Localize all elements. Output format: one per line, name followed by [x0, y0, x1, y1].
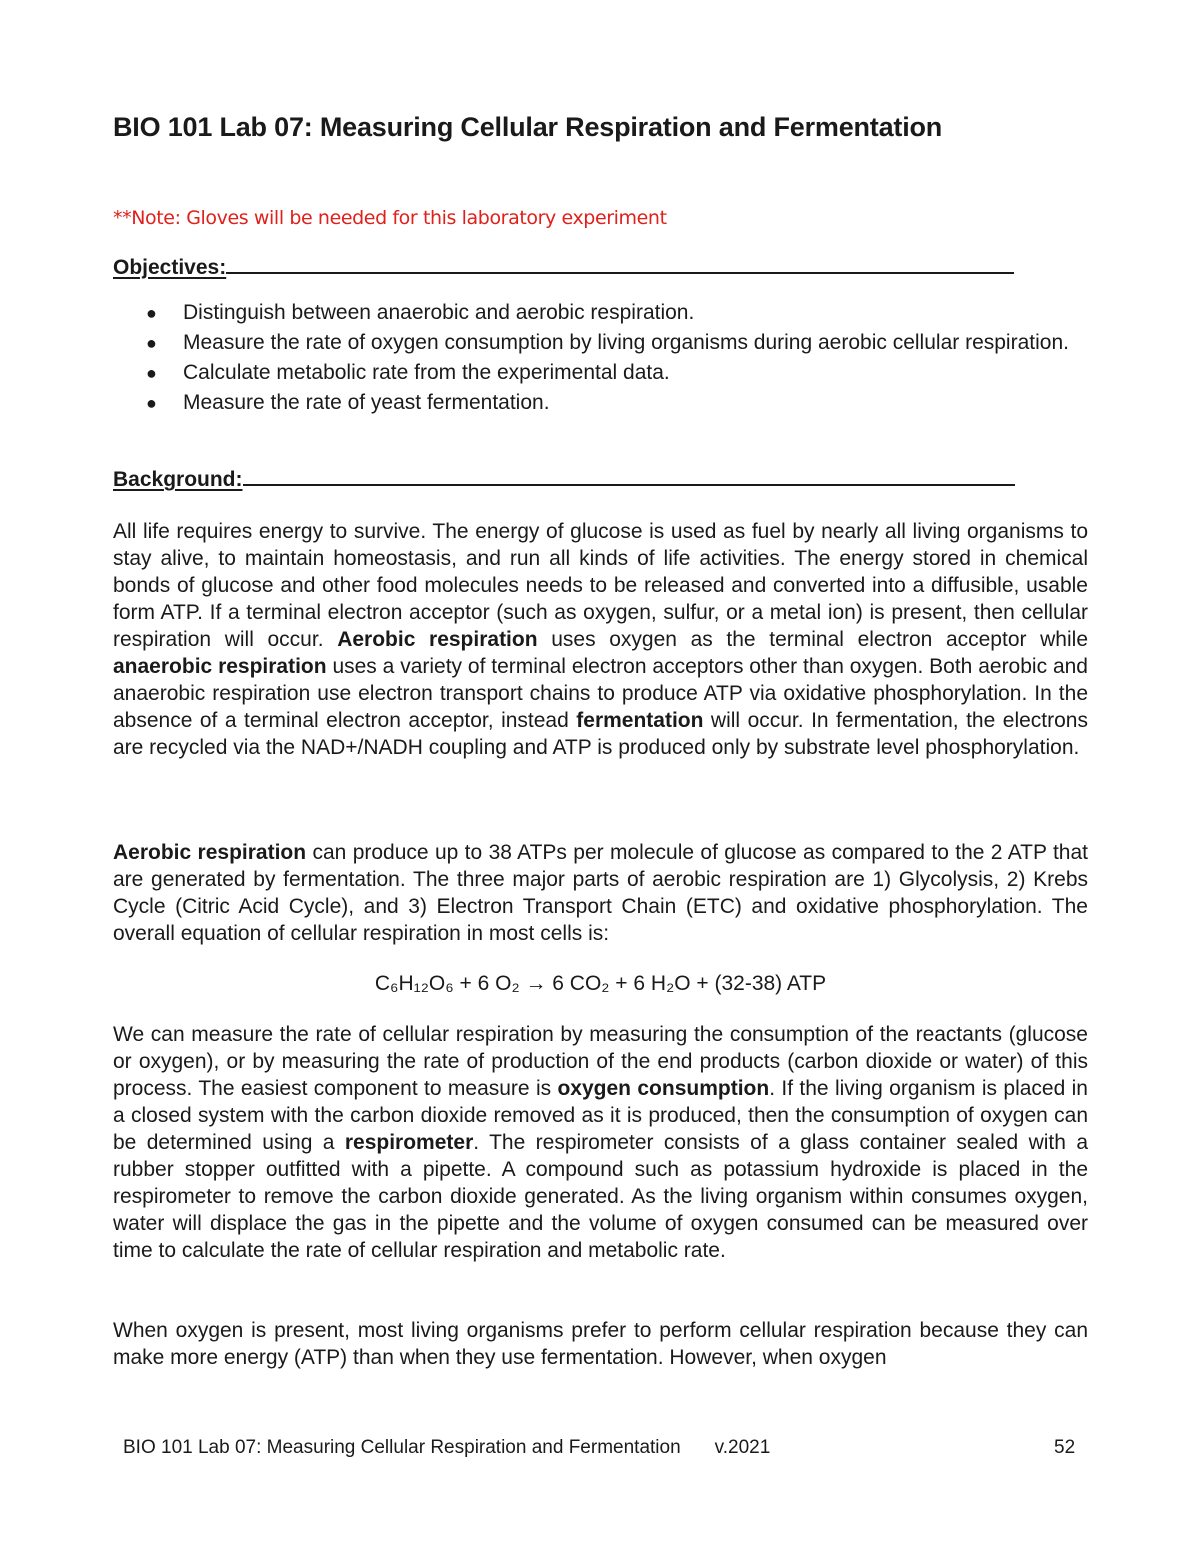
- bullet-icon: ●: [146, 363, 157, 383]
- document-title: BIO 101 Lab 07: Measuring Cellular Respiration and Fermentation: [113, 112, 943, 142]
- objectives-list: [113, 298, 1088, 418]
- objectives-heading-label: Objectives:: [113, 256, 227, 279]
- term-oxygen-consumption: oxygen consumption: [557, 1077, 770, 1100]
- background-paragraph-2: Aerobic respiration can produce up to 38 ATPs per molecule of glucose as compared to the 2 ATP that are generated by fermentation. The three major parts of aerobic respiration are 1) Glycolysis, 2) Krebs Cycle (Citric Acid Cycle), and 3) Electron Transport Chain (ETC) and oxidative phosphorylation. The overall equation of cellular respiration in most cells is:: [113, 841, 1088, 945]
- objective-item: ● Calculate metabolic rate from the experimental data.: [113, 358, 1088, 388]
- respiration-equation: C₆H₁₂O₆ + 6 O₂ → 6 CO₂ + 6 H₂O + (32-38) ATP: [374, 972, 827, 995]
- term-aerobic-respiration: Aerobic respiration: [337, 628, 538, 651]
- gloves-note: **Note: Gloves will be needed for this laboratory experiment: [113, 207, 667, 229]
- term-fermentation: fermentation: [576, 709, 704, 732]
- page-footer: [123, 1437, 770, 1459]
- background-heading-label: Background:: [113, 468, 243, 491]
- background-heading-rule: [243, 466, 1015, 486]
- objective-item: ● Measure the rate of yeast fermentation.: [113, 388, 1088, 418]
- bullet-icon: ●: [146, 303, 157, 323]
- footer-title: BIO 101 Lab 07: Measuring Cellular Respiration and Fermentation: [123, 1437, 681, 1458]
- background-paragraph-1: All life requires energy to survive. The energy of glucose is used as fuel by nearly all living organisms to stay alive, to maintain homeostasis, and run all kinds of life activities. The energy stored in chemical bonds of glucose and other food molecules needs to be released and converted into a diffusible, usable form ATP. If a terminal electron acceptor (such as oxygen, sulfur, or a metal ion) is present, then cellular respiration will occur. Aerobic respiration uses oxygen as the terminal electron acceptor while anaerobic respiration uses a variety of terminal electron acceptors other than oxygen. Both aerobic and anaerobic respiration use electron transport chains to produce ATP via oxidative phosphorylation. In the absence of a terminal electron acceptor, instead fermentation will occur. In fermentation, the electrons are recycled via the NAD+/NADH coupling and ATP is produced only by substrate level phosphorylation.: [113, 520, 1088, 759]
- background-paragraph-4: When oxygen is present, most living organisms prefer to perform cellular respiration because they can make more energy (ATP) than when they use fermentation. However, when oxygen: [113, 1319, 1088, 1369]
- term-anaerobic-respiration: anaerobic respiration: [113, 655, 327, 678]
- objective-item: ● Distinguish between anaerobic and aerobic respiration.: [113, 298, 1088, 328]
- bullet-icon: ●: [146, 333, 157, 353]
- term-aerobic-respiration: Aerobic respiration: [113, 841, 307, 864]
- page-number: 52: [1054, 1437, 1076, 1458]
- objectives-heading: [113, 254, 1014, 280]
- term-respirometer: respirometer: [344, 1131, 474, 1154]
- objective-item: ● Measure the rate of oxygen consumption by living organisms during aerobic cellular respiration.: [113, 328, 1088, 358]
- bullet-icon: ●: [146, 393, 157, 413]
- objectives-heading-rule: [226, 254, 1014, 274]
- background-paragraph-3: We can measure the rate of cellular respiration by measuring the consumption of the reactants (glucose or oxygen), or by measuring the rate of production of the end products (carbon dioxide or water) of this process. The easiest component to measure is oxygen consumption. If the living organism is placed in a closed system with the carbon dioxide removed as it is produced, then the consumption of oxygen can be determined using a respirometer. The respirometer consists of a glass container sealed with a rubber stopper outfitted with a pipette. A compound such as potassium hydroxide is placed in the respirometer to remove the carbon dioxide generated. As the living organism within consumes oxygen, water will displace the gas in the pipette and the volume of oxygen consumed can be measured over time to calculate the rate of cellular respiration and metabolic rate.: [113, 1023, 1088, 1262]
- background-heading: [113, 466, 1015, 492]
- footer-version: v.2021: [714, 1437, 771, 1458]
